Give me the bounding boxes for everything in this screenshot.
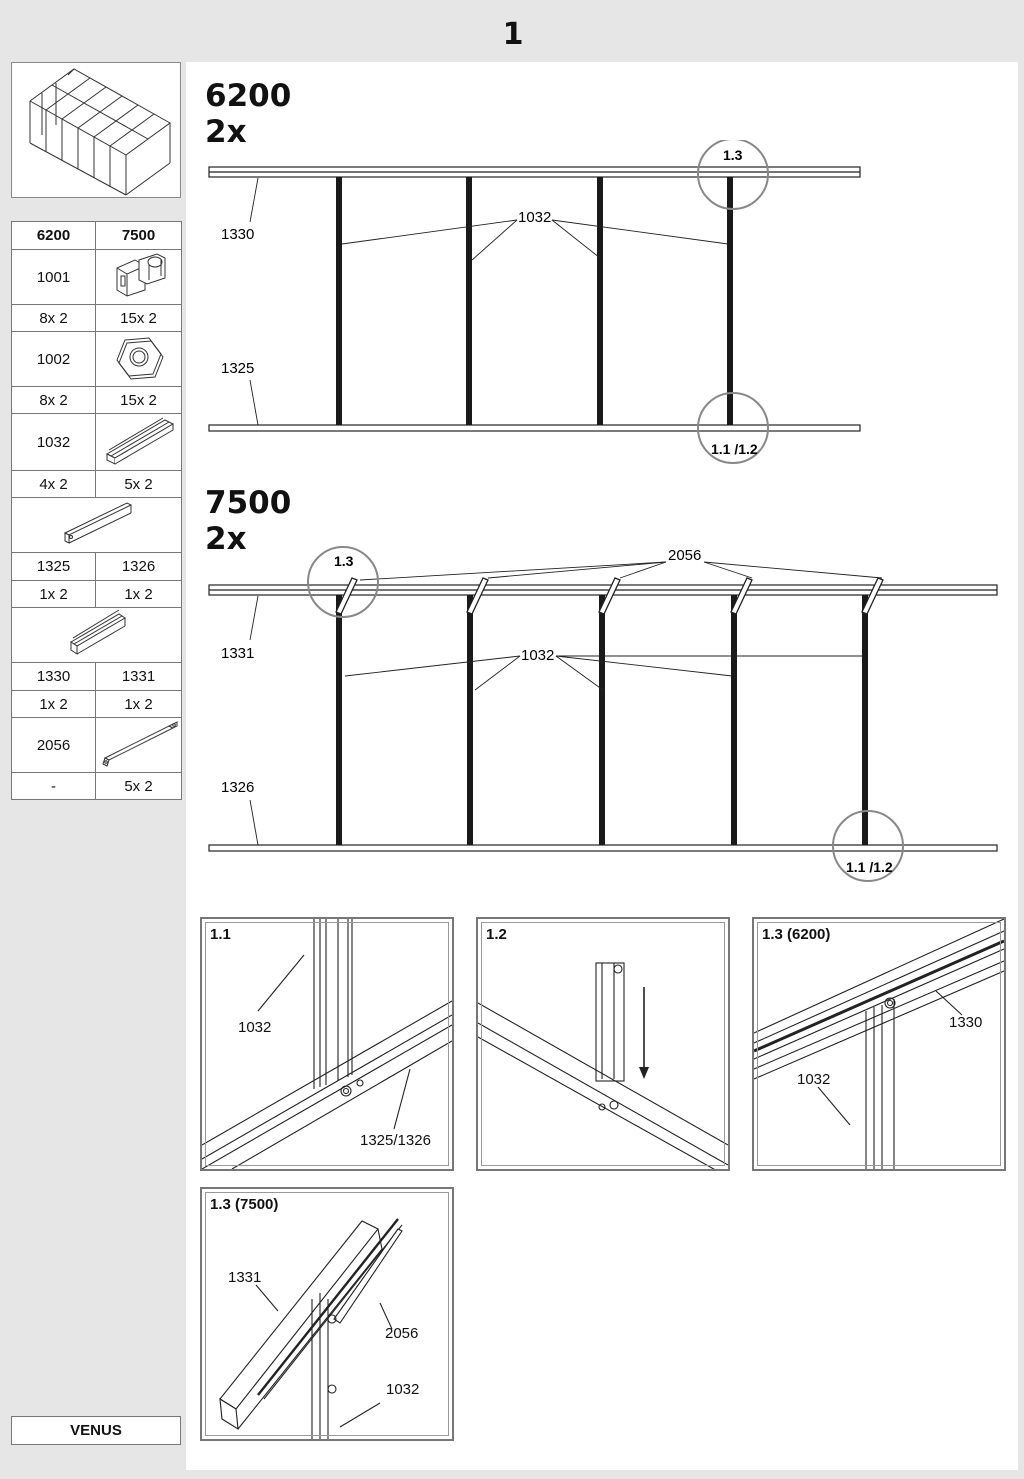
- parts-table: [11, 221, 182, 800]
- detail-panel-1-1: [200, 917, 454, 1171]
- part-image: [12, 608, 182, 663]
- label-detail-1-1-1-2: 1.1 /1.2: [711, 441, 758, 457]
- bolt-icon: [109, 250, 169, 300]
- qty-7500: 1x 2: [96, 691, 182, 718]
- step-number-header: [8, 6, 1018, 61]
- detail-label-2056: 2056: [385, 1325, 419, 1342]
- label-1326: 1326: [221, 779, 255, 796]
- detail-panel-1-3-6200: [752, 917, 1006, 1171]
- part-code-7500: 1326: [96, 553, 182, 581]
- qty-7500: 15x 2: [96, 305, 182, 332]
- assembly-drawing-7500: [186, 540, 1018, 890]
- greenhouse-overview-drawing: [11, 62, 181, 198]
- part-image: [96, 250, 182, 305]
- part-code: 1001: [12, 250, 96, 305]
- part-code-6200: 1325: [12, 553, 96, 581]
- table-header-6200: 6200: [12, 222, 96, 250]
- qty-6200: 4x 2: [12, 471, 96, 498]
- bottom-rail-1326: [209, 845, 997, 851]
- detail-label-1032: 1032: [238, 1019, 272, 1036]
- part-image: [96, 414, 182, 471]
- nut-icon: [109, 332, 169, 382]
- part-image: [12, 498, 182, 553]
- label-detail-1-3: 1.3: [334, 553, 354, 569]
- table-header-7500: 7500: [96, 222, 182, 250]
- eave-profile-icon: [57, 608, 137, 658]
- label-detail-1-3: 1.3: [723, 147, 743, 163]
- detail-title: 1.3 (7500): [210, 1196, 279, 1213]
- qty-6200: 8x 2: [12, 305, 96, 332]
- part-image: [96, 718, 182, 773]
- qty-7500: 5x 2: [96, 471, 182, 498]
- detail-panel-1-2: [476, 917, 730, 1171]
- part-code-7500: 1331: [96, 663, 182, 691]
- profile-1032-icon: [101, 414, 177, 466]
- qty-6200: 1x 2: [12, 691, 96, 718]
- brand-label: VENUS: [11, 1416, 181, 1445]
- label-1331: 1331: [221, 645, 255, 662]
- detail-title: 1.1: [210, 926, 231, 943]
- base-profile-icon: [57, 499, 137, 547]
- qty-7500: 1x 2: [96, 581, 182, 608]
- part-code-6200: 1330: [12, 663, 96, 691]
- model-count: 2x: [205, 521, 247, 557]
- detail-title: 1.3 (6200): [762, 926, 831, 943]
- label-1325: 1325: [221, 360, 255, 377]
- detail-label-1330: 1330: [949, 1014, 983, 1031]
- label-detail-1-1-1-2: 1.1 /1.2: [846, 859, 893, 875]
- label-1032: 1032: [521, 647, 555, 664]
- detail-label-1325-1326: 1325/1326: [360, 1132, 431, 1149]
- assembly-drawing-6200: [186, 140, 1018, 470]
- bottom-rail-1325: [209, 425, 860, 431]
- uprights-1032: [336, 595, 868, 845]
- model-count: 2x: [205, 114, 247, 150]
- model-name: 7500: [205, 485, 292, 521]
- qty-7500: 5x 2: [96, 773, 182, 800]
- detail-panel-1-3-7500: [200, 1187, 454, 1441]
- detail-label-1032: 1032: [797, 1071, 831, 1088]
- label-2056: 2056: [668, 547, 702, 564]
- step-number: 1: [502, 17, 524, 52]
- detail-label-1331: 1331: [228, 1269, 262, 1286]
- detail-label-1032: 1032: [386, 1381, 420, 1398]
- model-name: 6200: [205, 78, 292, 114]
- strut-icon: [99, 718, 179, 768]
- greenhouse-icon: [12, 63, 180, 197]
- detail-title: 1.2: [486, 926, 507, 943]
- part-code: 1002: [12, 332, 96, 387]
- qty-6200: -: [12, 773, 96, 800]
- label-1330: 1330: [221, 226, 255, 243]
- label-1032: 1032: [518, 209, 552, 226]
- struts-2056: [336, 578, 883, 614]
- part-code: 2056: [12, 718, 96, 773]
- part-image: [96, 332, 182, 387]
- qty-6200: 8x 2: [12, 387, 96, 414]
- qty-7500: 15x 2: [96, 387, 182, 414]
- part-code: 1032: [12, 414, 96, 471]
- qty-6200: 1x 2: [12, 581, 96, 608]
